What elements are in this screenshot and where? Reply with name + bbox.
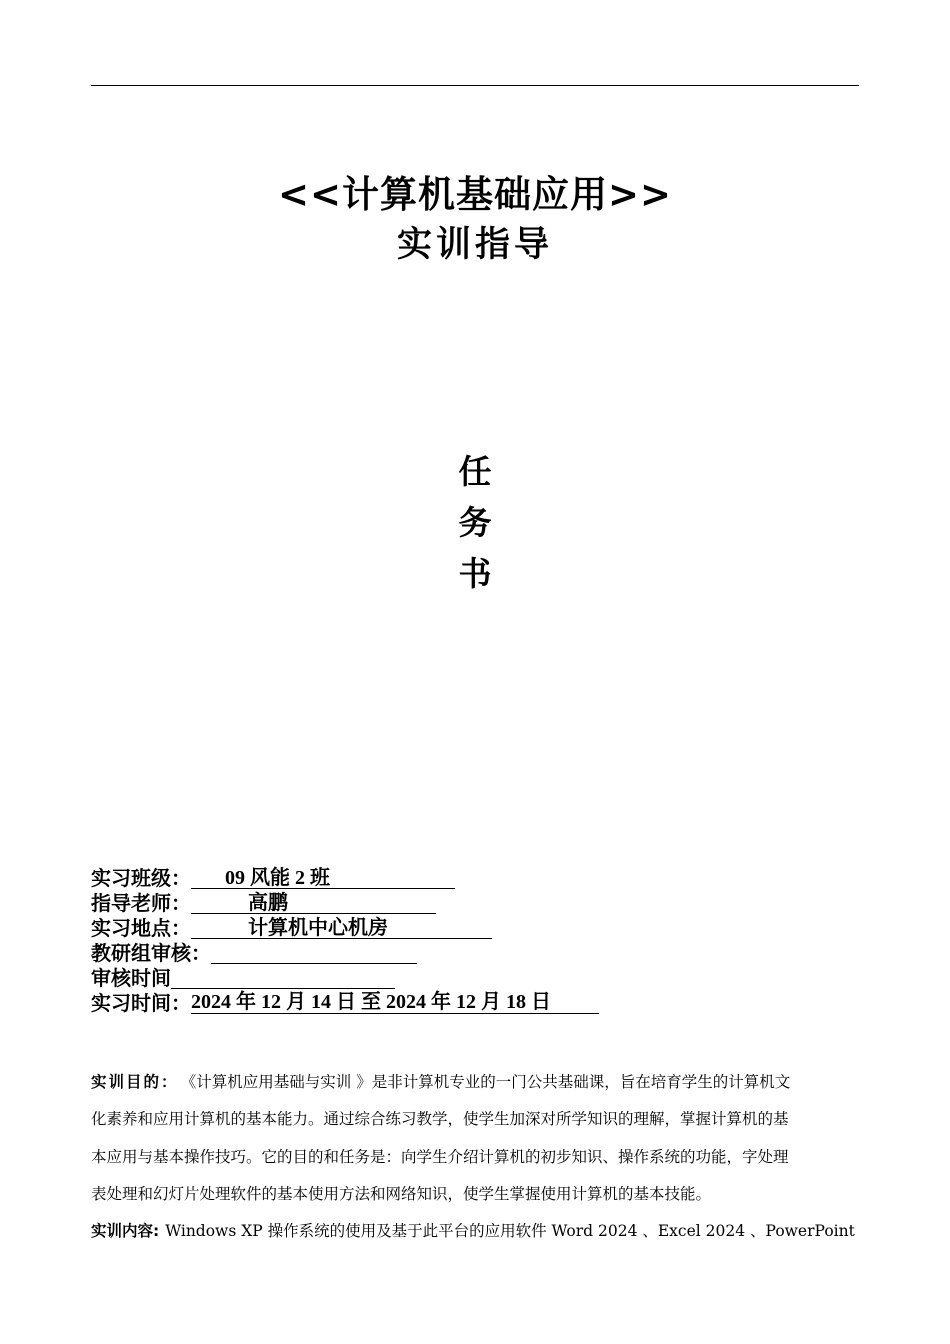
class-row bbox=[91, 866, 599, 891]
info-block bbox=[91, 866, 599, 1016]
teacher-label: 指导老师： bbox=[91, 891, 191, 915]
purpose-text: 《计算机应用基础与实训 》是非计算机专业的一门公共基础课，旨在培育学生的计算机文 bbox=[188, 1073, 791, 1091]
review-time-value bbox=[171, 966, 395, 989]
review-row bbox=[91, 941, 599, 966]
location-label: 实习地点： bbox=[91, 916, 191, 940]
time-value: 2024 年 12 月 14 日 至 2024 年 12 月 18 日 bbox=[191, 991, 551, 1013]
body-text bbox=[91, 1064, 859, 1250]
purpose-line: 化素养和应用计算机的基本能力。通过综合练习教学，使学生加深对所学知识的理解，掌握计算机的基 bbox=[91, 1110, 789, 1129]
purpose-line: 表处理和幻灯片处理软件的基本使用方法和网络知识，使学生掌握使用计算机的基本技能。 bbox=[91, 1184, 712, 1203]
purpose-line: 本应用与基本操作技巧。它的目的和任务是：向学生介绍计算机的初步知识、操作系统的功能，字处理 bbox=[91, 1147, 789, 1166]
vertical-char: 任 bbox=[458, 452, 492, 491]
content-line bbox=[91, 1213, 859, 1250]
time-label: 实习时间： bbox=[91, 991, 191, 1015]
document-subtitle: 实训指导 bbox=[396, 225, 553, 265]
review-time-label: 审核时间 bbox=[91, 966, 171, 990]
location-value: 计算机中心机房 bbox=[248, 915, 388, 939]
teacher-value: 高鹏 bbox=[248, 890, 288, 914]
class-label: 实习班级： bbox=[91, 866, 191, 890]
location-row bbox=[91, 916, 599, 941]
review-value bbox=[211, 941, 417, 964]
review-label: 教研组审核： bbox=[91, 941, 211, 965]
vertical-char: 务 bbox=[458, 503, 492, 542]
content-text: Windows XP 操作系统的使用及基于此平台的应用软件 Word 2024 、Excel 2024 、PowerPoint bbox=[165, 1222, 855, 1241]
cover-title bbox=[0, 170, 950, 270]
time-row bbox=[91, 991, 599, 1016]
course-title: <<计算机基础应用>> bbox=[277, 173, 672, 216]
content-label: 实训内容: bbox=[91, 1222, 160, 1241]
teacher-row bbox=[91, 891, 599, 916]
class-value: 09 风能 2 班 bbox=[225, 867, 330, 889]
purpose-label: 实训目的： bbox=[91, 1073, 179, 1091]
review-time-row bbox=[91, 966, 599, 991]
vertical-char: 书 bbox=[458, 554, 492, 593]
header-rule bbox=[91, 85, 859, 86]
purpose-line bbox=[91, 1064, 859, 1101]
task-book-title bbox=[450, 446, 500, 599]
